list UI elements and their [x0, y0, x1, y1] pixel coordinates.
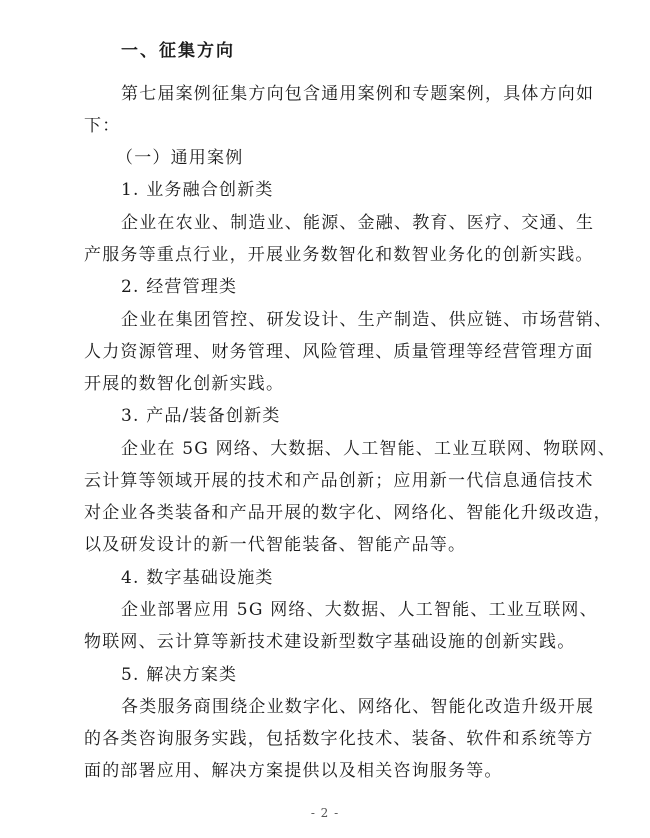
category-3-body-line-2: 云计算等领域开展的技术和产品创新；应用新一代信息通信技术: [84, 471, 594, 491]
category-5-body-line-1: 各类服务商围绕企业数字化、网络化、智能化改造升级开展: [121, 697, 595, 717]
category-4-body-line-1: 企业部署应用 5G 网络、大数据、人工智能、工业互联网、: [121, 600, 598, 620]
section-heading: 一、征集方向: [121, 41, 235, 61]
category-title-4: 4. 数字基础设施类: [121, 568, 274, 588]
category-3-body-line-3: 对企业各类装备和产品开展的数字化、网络化、智能化升级改造，: [84, 503, 612, 523]
category-title-2: 2. 经营管理类: [121, 277, 238, 297]
category-2-body-line-2: 人力资源管理、财务管理、风险管理、质量管理等经营管理方面: [84, 342, 594, 362]
intro-line-2: 下：: [84, 116, 121, 136]
category-2-body-line-3: 开展的数智化创新实践。: [84, 374, 285, 394]
category-title-5: 5. 解决方案类: [121, 665, 238, 685]
category-4-body-line-2: 物联网、云计算等新技术建设新型数字基础设施的创新实践。: [84, 632, 576, 652]
page-number: - 2 -: [310, 806, 340, 820]
intro-line-1: 第七届案例征集方向包含通用案例和专题案例，具体方向如: [121, 84, 595, 104]
category-3-body-line-1: 企业在 5G 网络、大数据、人工智能、工业互联网、物联网、: [121, 439, 617, 459]
category-1-body-line-2: 产服务等重点行业，开展业务数智化和数智业务化的创新实践。: [84, 245, 594, 265]
subsection-heading: （一）通用案例: [116, 148, 244, 168]
category-5-body-line-2: 的各类咨询服务实践，包括数字化技术、装备、软件和系统等方: [84, 729, 594, 749]
category-title-3: 3. 产品/装备创新类: [121, 406, 281, 426]
category-2-body-line-1: 企业在集团管控、研发设计、生产制造、供应链、市场营销、: [121, 310, 613, 330]
category-5-body-line-3: 面的部署应用、解决方案提供以及相关咨询服务等。: [84, 761, 503, 781]
category-title-1: 1. 业务融合创新类: [121, 180, 274, 200]
category-3-body-line-4: 以及研发设计的新一代智能装备、智能产品等。: [84, 535, 467, 555]
category-1-body-line-1: 企业在农业、制造业、能源、金融、教育、医疗、交通、生: [121, 213, 595, 233]
